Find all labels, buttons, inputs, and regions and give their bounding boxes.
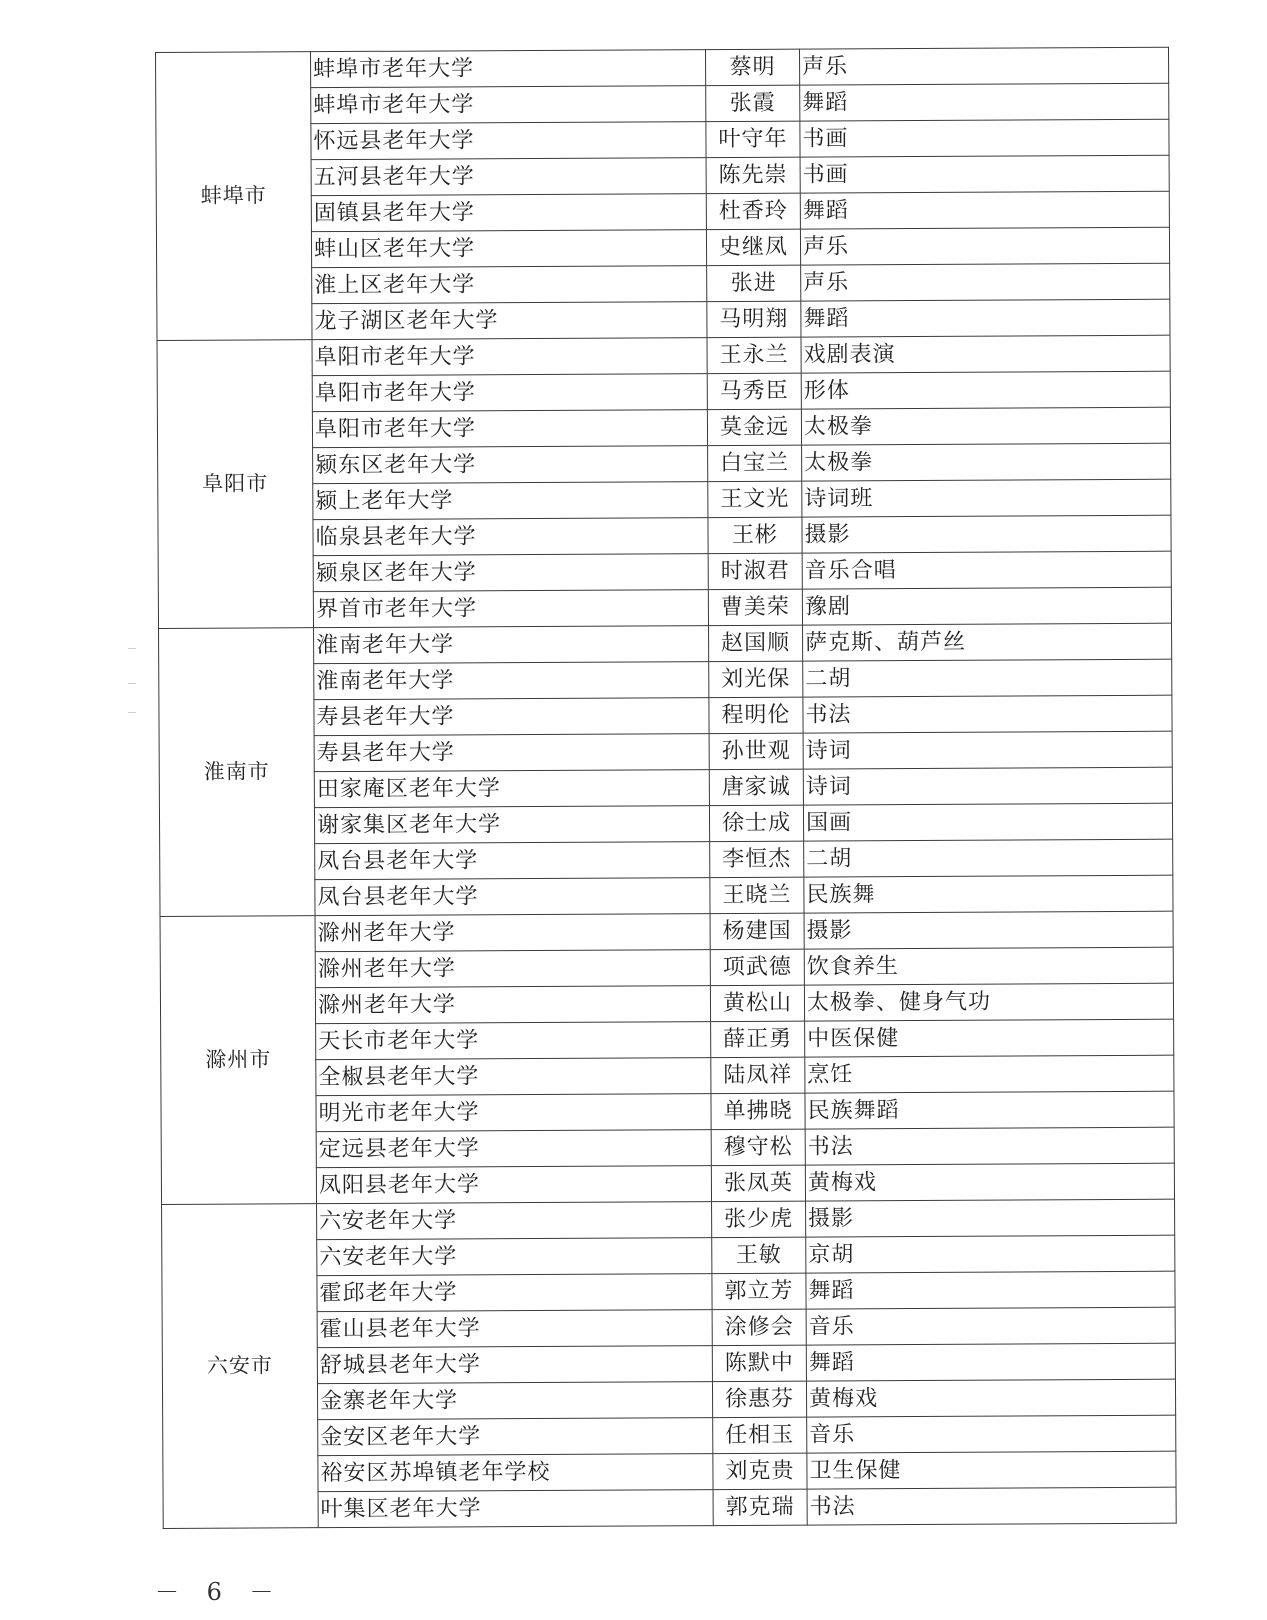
school-cell: 淮南老年大学 — [314, 626, 709, 664]
name-cell: 陆凤祥 — [711, 1057, 805, 1093]
page-number: － 6 － — [155, 1578, 284, 1606]
subject-cell: 声乐 — [799, 47, 1168, 85]
school-cell: 定远县老年大学 — [316, 1130, 711, 1168]
city-cell: 阜阳市 — [157, 340, 314, 629]
name-cell: 单拂晓 — [711, 1093, 805, 1129]
subject-cell: 音乐合唱 — [802, 551, 1171, 589]
name-cell: 王晓兰 — [710, 877, 804, 913]
subject-cell: 舞蹈 — [806, 1271, 1175, 1309]
school-cell: 界首市老年大学 — [313, 590, 708, 628]
school-cell: 天长市老年大学 — [316, 1022, 711, 1060]
subject-cell: 舞蹈 — [800, 191, 1169, 229]
subject-cell: 萨克斯、葫芦丝 — [803, 623, 1172, 661]
name-cell: 马秀臣 — [707, 373, 801, 409]
name-cell: 蔡明 — [705, 49, 799, 85]
school-cell: 霍山县老年大学 — [317, 1310, 712, 1348]
subject-cell: 书法 — [807, 1487, 1176, 1525]
table-row — [160, 911, 1173, 952]
subject-cell: 京胡 — [806, 1235, 1175, 1273]
name-cell: 叶守年 — [706, 121, 800, 157]
school-cell: 凤阳县老年大学 — [316, 1166, 711, 1204]
scan-edge-mark — [128, 648, 136, 649]
name-cell: 项武德 — [710, 949, 804, 985]
school-cell: 田家庵区老年大学 — [314, 770, 709, 808]
subject-cell: 太极拳、健身气功 — [804, 983, 1173, 1021]
subject-cell: 烹饪 — [805, 1055, 1174, 1093]
name-cell: 张进 — [707, 265, 801, 301]
name-cell: 杜香玲 — [706, 193, 800, 229]
school-cell: 淮上区老年大学 — [312, 266, 707, 304]
school-cell: 蚌山区老年大学 — [311, 230, 706, 268]
school-cell: 凤台县老年大学 — [315, 842, 710, 880]
school-cell: 全椒县老年大学 — [316, 1058, 711, 1096]
name-cell: 孙世观 — [709, 733, 803, 769]
subject-cell: 戏剧表演 — [801, 335, 1170, 373]
name-cell: 刘克贵 — [713, 1453, 807, 1489]
school-cell: 舒城县老年大学 — [317, 1346, 712, 1384]
school-cell: 寿县老年大学 — [314, 734, 709, 772]
school-cell: 五河县老年大学 — [311, 158, 706, 196]
school-cell: 六安老年大学 — [317, 1202, 712, 1240]
school-cell: 阜阳市老年大学 — [312, 374, 707, 412]
name-cell: 徐士成 — [709, 805, 803, 841]
school-cell: 寿县老年大学 — [314, 698, 709, 736]
subject-cell: 摄影 — [806, 1199, 1175, 1237]
name-cell: 王彬 — [708, 517, 802, 553]
subject-cell: 摄影 — [802, 515, 1171, 553]
name-cell: 赵国顺 — [709, 625, 803, 661]
subject-cell: 卫生保健 — [807, 1451, 1176, 1489]
subject-cell: 书画 — [800, 119, 1169, 157]
name-cell: 史继凤 — [706, 229, 800, 265]
school-cell: 裕安区苏埠镇老年学校 — [318, 1454, 713, 1492]
name-cell: 涂修会 — [712, 1309, 806, 1345]
name-cell: 陈先崇 — [706, 157, 800, 193]
subject-cell: 中医保健 — [805, 1019, 1174, 1057]
scan-edge-mark — [128, 683, 136, 684]
name-cell: 郭克瑞 — [713, 1489, 807, 1525]
table-row — [162, 1199, 1175, 1240]
name-cell: 时淑君 — [708, 553, 802, 589]
school-cell: 叶集区老年大学 — [318, 1490, 713, 1528]
subject-cell: 声乐 — [800, 227, 1169, 265]
name-cell: 王敏 — [712, 1237, 806, 1273]
school-cell: 阜阳市老年大学 — [312, 338, 707, 376]
subject-cell: 诗词 — [803, 731, 1172, 769]
name-cell: 任相玉 — [713, 1417, 807, 1453]
school-cell: 颍泉区老年大学 — [313, 554, 708, 592]
subject-cell: 民族舞 — [804, 875, 1173, 913]
subject-cell: 形体 — [801, 371, 1170, 409]
name-cell: 薛正勇 — [711, 1021, 805, 1057]
name-cell: 徐惠芬 — [712, 1381, 806, 1417]
subject-cell: 音乐 — [806, 1307, 1175, 1345]
school-cell: 凤台县老年大学 — [315, 878, 710, 916]
school-cell: 龙子湖区老年大学 — [312, 302, 707, 340]
name-cell: 张凤英 — [711, 1165, 805, 1201]
school-cell: 滁州老年大学 — [315, 914, 710, 952]
name-cell: 杨建国 — [710, 913, 804, 949]
subject-cell: 诗词班 — [802, 479, 1171, 517]
school-cell: 阜阳市老年大学 — [312, 410, 707, 448]
name-cell: 李恒杰 — [710, 841, 804, 877]
table-row — [159, 623, 1172, 664]
school-cell: 淮南老年大学 — [314, 662, 709, 700]
subject-cell: 音乐 — [807, 1415, 1176, 1453]
name-cell: 马明翔 — [707, 301, 801, 337]
name-cell: 张霞 — [706, 85, 800, 121]
name-cell: 刘光保 — [709, 661, 803, 697]
subject-cell: 二胡 — [803, 659, 1172, 697]
school-cell: 蚌埠市老年大学 — [311, 50, 706, 88]
subject-cell: 诗词 — [803, 767, 1172, 805]
school-cell: 蚌埠市老年大学 — [311, 86, 706, 124]
name-cell: 张少虎 — [712, 1201, 806, 1237]
school-cell: 明光市老年大学 — [316, 1094, 711, 1132]
table-row — [156, 47, 1169, 88]
subject-cell: 黄梅戏 — [806, 1379, 1175, 1417]
subject-cell: 豫剧 — [802, 587, 1171, 625]
school-cell: 霍邱老年大学 — [317, 1274, 712, 1312]
subject-cell: 书画 — [800, 155, 1169, 193]
school-cell: 临泉县老年大学 — [313, 518, 708, 556]
name-cell: 王文光 — [708, 481, 802, 517]
school-cell: 颍上老年大学 — [313, 482, 708, 520]
school-cell: 滁州老年大学 — [315, 950, 710, 988]
subject-cell: 二胡 — [804, 839, 1173, 877]
subject-cell: 太极拳 — [801, 407, 1170, 445]
name-cell: 黄松山 — [710, 985, 804, 1021]
subject-cell: 饮食养生 — [804, 947, 1173, 985]
name-cell: 程明伦 — [709, 697, 803, 733]
school-cell: 谢家集区老年大学 — [314, 806, 709, 844]
city-cell: 蚌埠市 — [156, 52, 313, 341]
school-cell: 颍东区老年大学 — [313, 446, 708, 484]
subject-cell: 舞蹈 — [800, 83, 1169, 121]
school-cell: 滁州老年大学 — [315, 986, 710, 1024]
table-body — [156, 47, 1177, 1528]
subject-cell: 摄影 — [804, 911, 1173, 949]
name-cell: 郭立芳 — [712, 1273, 806, 1309]
name-cell: 王永兰 — [707, 337, 801, 373]
school-cell: 金寨老年大学 — [317, 1382, 712, 1420]
name-cell: 穆守松 — [711, 1129, 805, 1165]
name-cell: 白宝兰 — [708, 445, 802, 481]
table-row — [157, 335, 1170, 376]
school-cell: 金安区老年大学 — [318, 1418, 713, 1456]
subject-cell: 国画 — [803, 803, 1172, 841]
name-cell: 唐家诚 — [709, 769, 803, 805]
subject-cell: 民族舞蹈 — [805, 1091, 1174, 1129]
school-cell: 固镇县老年大学 — [311, 194, 706, 232]
subject-cell: 声乐 — [801, 263, 1170, 301]
teacher-list-table — [155, 47, 1177, 1529]
city-cell: 六安市 — [162, 1204, 319, 1529]
city-cell: 滁州市 — [160, 916, 317, 1205]
scan-edge-mark — [128, 712, 136, 713]
subject-cell: 书法 — [805, 1127, 1174, 1165]
school-cell: 六安老年大学 — [317, 1238, 712, 1276]
city-cell: 淮南市 — [159, 628, 316, 917]
subject-cell: 舞蹈 — [806, 1343, 1175, 1381]
name-cell: 莫金远 — [707, 409, 801, 445]
subject-cell: 黄梅戏 — [805, 1163, 1174, 1201]
subject-cell: 太极拳 — [802, 443, 1171, 481]
subject-cell: 书法 — [803, 695, 1172, 733]
subject-cell: 舞蹈 — [801, 299, 1170, 337]
school-cell: 怀远县老年大学 — [311, 122, 706, 160]
name-cell: 陈默中 — [712, 1345, 806, 1381]
name-cell: 曹美荣 — [708, 589, 802, 625]
